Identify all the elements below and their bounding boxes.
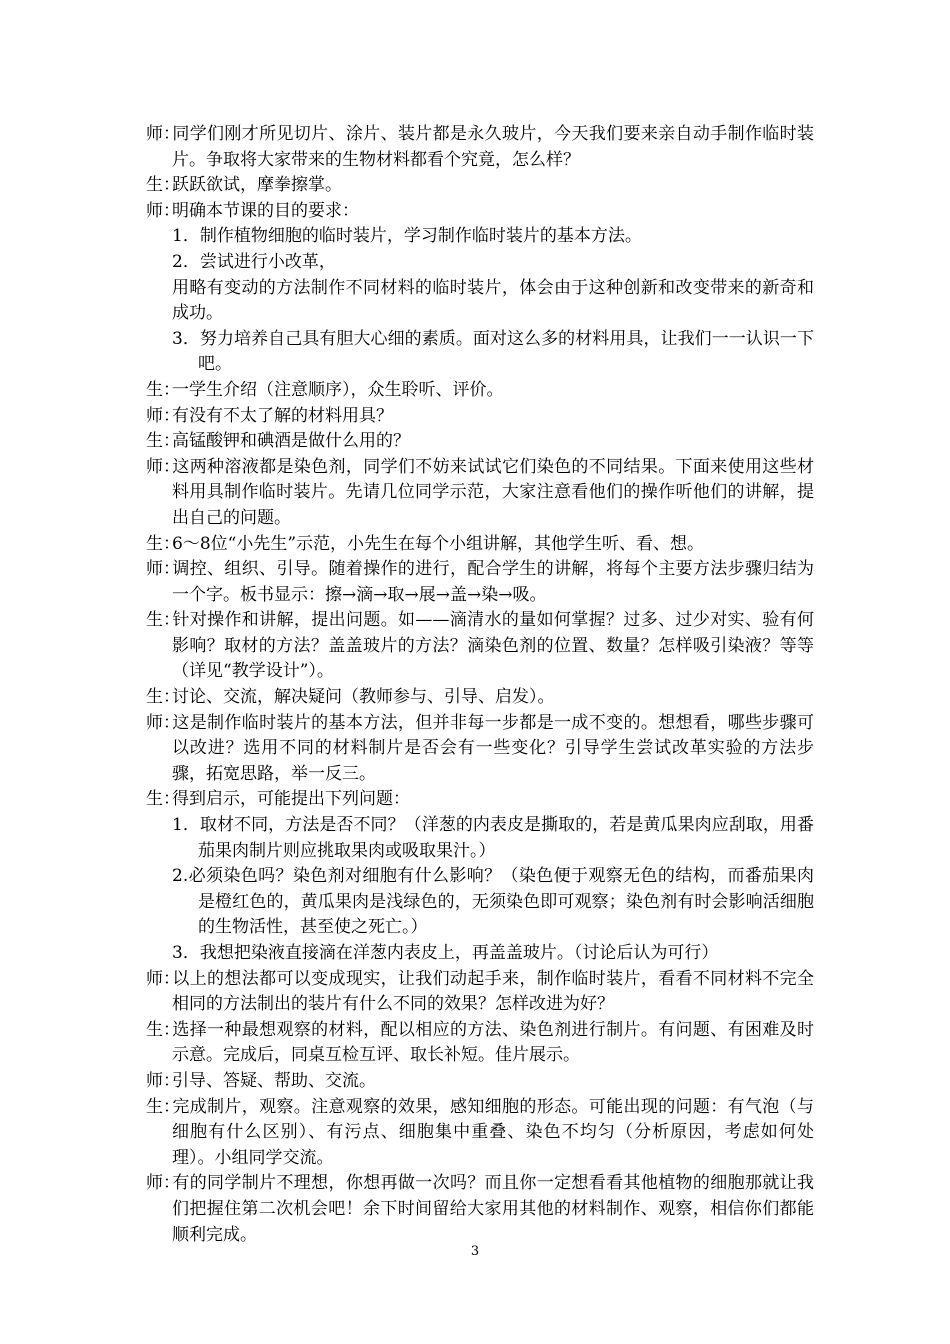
dialogue-text: 明确本节课的目的要求： xyxy=(172,200,359,221)
speaker-tag: 师： xyxy=(146,968,180,989)
dialogue-text: 跃跃欲试，摩拳擦掌。 xyxy=(172,175,342,196)
numbered-item-text: 1．取材不同，方法是否不同？（洋葱的内表皮是撕取的，若是黄瓜果肉应刮取，用番茄果肉制片则应挑取果肉或吸取果汁。） xyxy=(172,815,814,861)
numbered-item xyxy=(146,327,814,378)
document-body xyxy=(146,122,814,1248)
dialogue-line xyxy=(146,608,814,685)
numbered-item-text: 2.必须染色吗？染色剂对细胞有什么影响？（染色便于观察无色的结构，而番茄果肉是橙红色的，黄瓜果肉是浅绿色的，无须染色即可观察；染色剂有时会影响活细胞的生物活性，甚至使之死亡。） xyxy=(172,866,814,938)
dialogue-text: 6～8位“小先生”示范，小先生在每个小组讲解，其他学生听、看、想。 xyxy=(172,533,705,554)
indented-line: 1．制作植物细胞的临时装片，学习制作临时装片的基本方法。 xyxy=(172,226,642,247)
dialogue-line xyxy=(146,122,814,173)
speaker-tag: 生： xyxy=(146,175,180,196)
speaker-tag: 生： xyxy=(146,431,180,452)
dialogue-text: 完成制片，观察。注意观察的效果，感知细胞的形态。可能出现的问题：有气泡（与细胞有什么区别）、有污点、细胞集中重叠、染色不均匀（分析原因，考虑如何处理）。小组同学交流。 xyxy=(172,1096,814,1168)
dialogue-text: 高锰酸钾和碘酒是做什么用的？ xyxy=(172,431,410,452)
indented-line: 3．我想把染液直接滴在洋葱内表皮上，再盖盖玻片。（讨论后认为可行） xyxy=(172,943,719,963)
dialogue-line xyxy=(146,173,814,199)
dialogue-line xyxy=(146,378,814,404)
dialogue-text: 得到启示，可能提出下列问题： xyxy=(172,789,410,810)
indented-line: 用略有变动的方法制作不同材料的临时装片，体会由于这种创新和改变带来的新奇和成功。 xyxy=(172,277,814,324)
dialogue-line xyxy=(146,404,814,430)
dialogue-line xyxy=(146,967,814,1018)
speaker-tag: 生： xyxy=(146,379,180,400)
dialogue-text: 引导、答疑、帮助、交流。 xyxy=(172,1070,376,1091)
dialogue-text: 讨论、交流，解决疑问（教师参与、引导、启发）。 xyxy=(172,687,555,708)
speaker-tag: 师： xyxy=(146,1173,180,1194)
dialogue-line xyxy=(146,199,814,225)
dialogue-line xyxy=(146,1069,814,1095)
indented-line: 2．尝试进行小改革， xyxy=(172,251,336,272)
speaker-tag: 生： xyxy=(146,533,180,554)
speaker-tag: 师： xyxy=(146,200,180,221)
dialogue-text: 有的同学制片不理想，你想再做一次吗？而且你一定想看看其他植物的细胞那就让我们把握住第二次机会吧！余下时间留给大家用其他的材料制作、观察，相信你们都能顺利完成。 xyxy=(172,1173,814,1245)
dialogue-line xyxy=(146,1018,814,1069)
dialogue-line xyxy=(146,429,814,455)
dialogue-text: 以上的想法都可以变成现实，让我们动起手来，制作临时装片，看看不同材料不完全相同的方法制出的装片有什么不同的效果？怎样改进为好？ xyxy=(172,968,814,1015)
numbered-item xyxy=(146,813,814,864)
dialogue-line xyxy=(146,1171,814,1248)
dialogue-line xyxy=(146,557,814,608)
speaker-tag: 师： xyxy=(146,559,180,580)
dialogue-text: 调控、组织、引导。随着操作的进行，配合学生的讲解，将每个主要方法步骤归结为一个字。板书显示：擦→滴→取→展→盖→染→吸。 xyxy=(172,559,814,605)
dialogue-line xyxy=(146,711,814,788)
page-number: 3 xyxy=(470,1244,480,1259)
dialogue-text: 选择一种最想观察的材料，配以相应的方法、染色剂进行制片。有问题、有困难及时示意。完成后，同桌互检互评、取长补短。佳片展示。 xyxy=(172,1019,814,1066)
speaker-tag: 师： xyxy=(146,456,180,477)
speaker-tag: 师： xyxy=(146,124,180,144)
dialogue-line xyxy=(146,787,814,813)
dialogue-line xyxy=(146,532,814,558)
speaker-tag: 生： xyxy=(146,687,180,708)
dialogue-text: 针对操作和讲解，提出问题。如——滴清水的量如何掌握？过多、过少对实、验有何影响？取材的方法？盖盖玻片的方法？滴染色剂的位置、数量？怎样吸引染液？等等（详见“教学设计”）。 xyxy=(172,610,814,682)
numbered-item xyxy=(146,864,814,941)
dialogue-line xyxy=(146,1095,814,1172)
speaker-tag: 师： xyxy=(146,405,180,426)
speaker-tag: 生： xyxy=(146,1019,180,1040)
speaker-tag: 生： xyxy=(146,610,180,631)
speaker-tag: 生： xyxy=(146,1096,180,1117)
dialogue-line xyxy=(146,685,814,711)
speaker-tag: 师： xyxy=(146,1070,180,1091)
numbered-item-text: 3．努力培养自己具有胆大心细的素质。面对这么多的材料用具，让我们一一认识一下吧。 xyxy=(172,328,814,375)
dialogue-text: 同学们刚才所见切片、涂片、装片都是永久玻片，今天我们要来亲自动手制作临时装片。争取将大家带来的生物材料都看个究竟，怎么样？ xyxy=(172,124,814,170)
dialogue-text: 这两种溶液都是染色剂，同学们不妨来试试它们染色的不同结果。下面来使用这些材料用具制作临时装片。先请几位同学示范，大家注意看他们的操作听他们的讲解，提出自己的问题。 xyxy=(172,456,814,528)
speaker-tag: 师： xyxy=(146,712,180,733)
dialogue-text: 一学生介绍（注意顺序），众生聆听、评价。 xyxy=(172,379,504,400)
dialogue-text: 有没有不太了解的材料用具？ xyxy=(172,405,393,426)
dialogue-text: 这是制作临时装片的基本方法，但并非每一步都是一成不变的。想想看，哪些步骤可以改进？选用不同的材料制片是否会有一些变化？引导学生尝试改革实验的方法步骤，拓宽思路，举一反三。 xyxy=(172,712,814,784)
speaker-tag: 生： xyxy=(146,789,180,810)
dialogue-line xyxy=(146,455,814,532)
